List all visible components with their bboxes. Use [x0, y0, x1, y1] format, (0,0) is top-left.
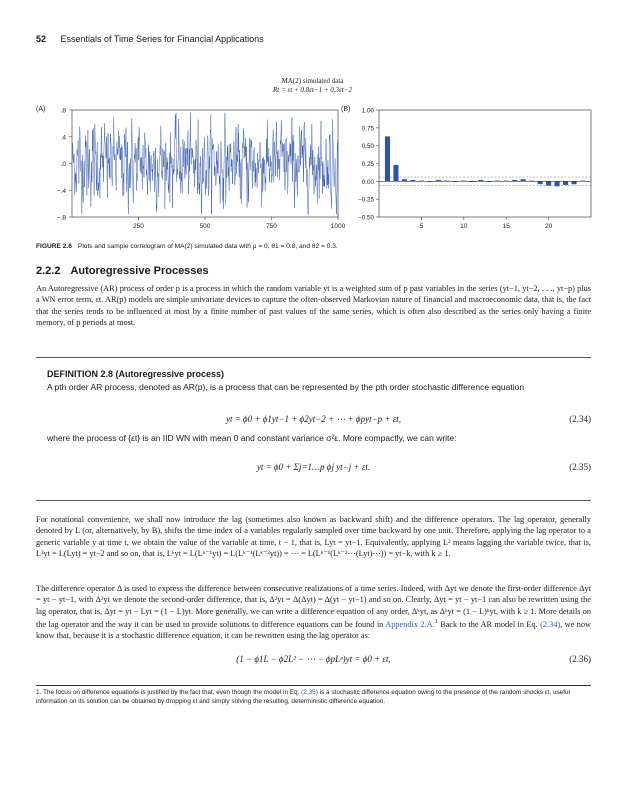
acf-bar — [487, 181, 492, 182]
book-title: Essentials of Time Series for Financial Applications — [60, 34, 264, 44]
plot-frame-b — [379, 110, 591, 217]
x-tick-label-b: 5 — [419, 223, 424, 230]
x-tick-label-a: 500 — [199, 223, 211, 230]
x-tick-label-a: 1000 — [330, 223, 346, 230]
acf-bar — [555, 181, 560, 186]
footnote: 1. The focus on difference equations is justified by the fact that, even though the model in Eq. (2.35) is a stochastic difference equation owing to the presence of the random shocks εt, useful information on its solution can be obtained by dropping εt and simply solving the resulting, deterministic difference equation. — [36, 689, 570, 705]
footnote-equation-link[interactable]: (2.35) — [301, 689, 318, 696]
equation-link-2-34[interactable]: (2.34) — [540, 619, 561, 629]
y-tick-label-a: −.8 — [56, 214, 66, 222]
running-header — [36, 34, 264, 44]
acf-bar — [419, 181, 424, 182]
equation-2-34-body: yt = ϕ0 + ϕ1yt−1 + ϕ2yt−2 + ⋯ + ϕpyt−p + εt, — [225, 414, 402, 424]
y-tick-label-a: .0 — [60, 161, 66, 168]
figure-subtitle: Rt = εt + 0.8εt−1 + 0.3εt−2 — [273, 86, 352, 94]
ma2-line-chart — [36, 102, 346, 232]
y-tick-label-b: −0.25 — [358, 196, 374, 204]
correlogram-chart — [341, 102, 601, 232]
acf-bar — [580, 181, 585, 182]
acf-bar — [512, 180, 517, 181]
acf-bar — [538, 181, 543, 184]
equation-2-34-tag: (2.34) — [569, 414, 591, 424]
definition-bottom-rule — [36, 500, 591, 501]
figure-title-main: MA(2) simulated data — [281, 77, 344, 85]
equation-2-35-body: yt = ϕ0 + Σj=1…p ϕj yt−j + εt. — [256, 462, 371, 472]
acf-bar — [478, 180, 483, 181]
x-tick-label-b: 15 — [502, 223, 510, 230]
equation-2-35-tag: (2.35) — [569, 462, 591, 472]
paragraph-ar-intro: An Autoregressive (AR) process of order p is a process in which the random variable yt is a weighted sum of p past variables in the series (yt−1, yt−2, . . ., yt−p) plus a WN error term, εt. AR(p) models are simple univariate devices to capture the often-observed Markovian nature of financial and macroeconomic data, that is, the fact that the series tends to be influenced at most by a finite number of past values of the same series, which is often also described as the series only having a finite memory, of p periods at most. — [36, 284, 591, 328]
acf-bar — [427, 181, 432, 182]
acf-bar — [410, 180, 415, 181]
y-tick-label-a: .8 — [60, 107, 66, 115]
x-tick-label-b: 10 — [460, 223, 468, 230]
figure-caption — [36, 243, 596, 250]
y-tick-label-b: 0.25 — [361, 161, 374, 168]
paragraph-lag-operator: For notational convenience, we shall now introduce the lag (sometimes also known as backward shift) and the difference operators. The lag operator, generally denoted by L (or, alternatively, by B), shifts the time index of a variables regularly sampled over time backward by one unit. Therefore, applying the lag operator to a generic variable y at time t, we obtain the value of the variable at time, t − 1, that is, Lyt = yt−1. Equivalently, applying L² means lagging the variable twice, that is, L²yt = L(Lyt) = yt−2 and so on, that is, Lᵏyt = L(Lᵏ⁻¹yt) = L(Lᵏ⁻¹(Lᵏ⁻²yt)) = ⋯ = L(Lᵏ⁻¹(Lᵏ⁻²⋯(Lyt)⋯)) = yt−k, with k ≥ 1. — [36, 515, 591, 559]
acf-bar — [495, 181, 500, 182]
footnote-rule — [36, 685, 591, 686]
y-tick-label-b: 0.75 — [361, 125, 374, 133]
definition-text: A pth order AR process, denoted as AR(p), is a process that can be represented by the pth order stochastic difference equation — [47, 382, 525, 392]
definition-text-2: where the process of {εt} is an IID WN with mean 0 and constant variance σ²ε. More compactly, we can write: — [47, 433, 457, 443]
series-line — [72, 113, 338, 215]
paragraph-difference-operator: The difference operator Δ is used to express the difference between consecutive realizations of a time series. Indeed, with Δyt we denote the first-order difference Δyt = yt − yt−1, with Δ²yt we denote the second-order difference, that is, Δ²yt = Δ(Δyt) = Δ(yt − yt−1) and so on. Clearly, Δyt = yt − yt−1 can also be rewritten using the lag operator, that is, Δyt = yt − Lyt = (1 − L)yt. More generally, we can write a difference equation of any order, Δᵏyt, as Δᵏyt = (1 − L)ᵏyt, with k ≥ 1. More details on the lag operator and the way it can be used to provide solutions to difference equations can be found in Appendix 2.A.$^1$ Back to the AR model in Eq. (2.34), we now know that, because it is a stochastic difference equation, it can be rewritten using the lag operator as: — [36, 584, 591, 641]
y-tick-label-a: .4 — [60, 134, 66, 142]
caption-label: FIGURE 2.6 — [36, 243, 72, 250]
caption-text: Plots and sample correlogram of MA(2) simulated data with μ = 0, θ1 = 0.8, and θ2 = 0.3. — [77, 243, 338, 250]
definition-top-rule — [36, 357, 591, 358]
acf-bar — [563, 181, 568, 185]
acf-bar — [402, 179, 407, 181]
acf-bar — [504, 181, 509, 182]
acf-bar — [393, 165, 398, 181]
footnote-ref[interactable]: 1 — [434, 619, 438, 626]
acf-bar — [470, 181, 475, 182]
x-tick-label-a: 750 — [266, 223, 277, 230]
appendix-link[interactable]: Appendix 2.A. — [385, 619, 435, 629]
acf-bar — [444, 181, 449, 182]
section-heading — [36, 265, 209, 277]
acf-bar — [453, 181, 458, 182]
definition-title: DEFINITION 2.8 (Autoregressive process) — [47, 369, 225, 379]
page-number: 52 — [36, 34, 47, 44]
acf-bar — [385, 136, 390, 181]
acf-bar — [546, 181, 551, 185]
figure-title — [0, 77, 625, 95]
acf-bar — [436, 180, 441, 181]
y-tick-label-b: 0.50 — [361, 143, 374, 151]
acf-bar — [461, 181, 466, 182]
panel-a-label: (A) — [36, 106, 46, 113]
panel-b-label: (B) — [341, 106, 351, 113]
section-number: 2.2.2 — [36, 265, 61, 277]
acf-bar — [571, 181, 576, 184]
x-tick-label-a: 250 — [133, 223, 144, 230]
section-title: Autoregressive Processes — [70, 265, 209, 277]
equation-2-36-tag: (2.36) — [569, 654, 591, 664]
equation-2-36-body: (1 − ϕ1L − ϕ2L² − ⋯ − ϕpLᵖ)yt = ϕ0 + εt, — [236, 654, 391, 664]
y-tick-label-a: −.4 — [56, 187, 66, 195]
y-tick-label-b: −0.50 — [358, 214, 374, 222]
acf-bar — [521, 179, 526, 181]
x-tick-label-b: 20 — [544, 223, 553, 230]
y-tick-label-b: 0.00 — [361, 178, 374, 186]
acf-bar — [529, 181, 534, 182]
y-tick-label-b: 1.00 — [361, 107, 374, 115]
